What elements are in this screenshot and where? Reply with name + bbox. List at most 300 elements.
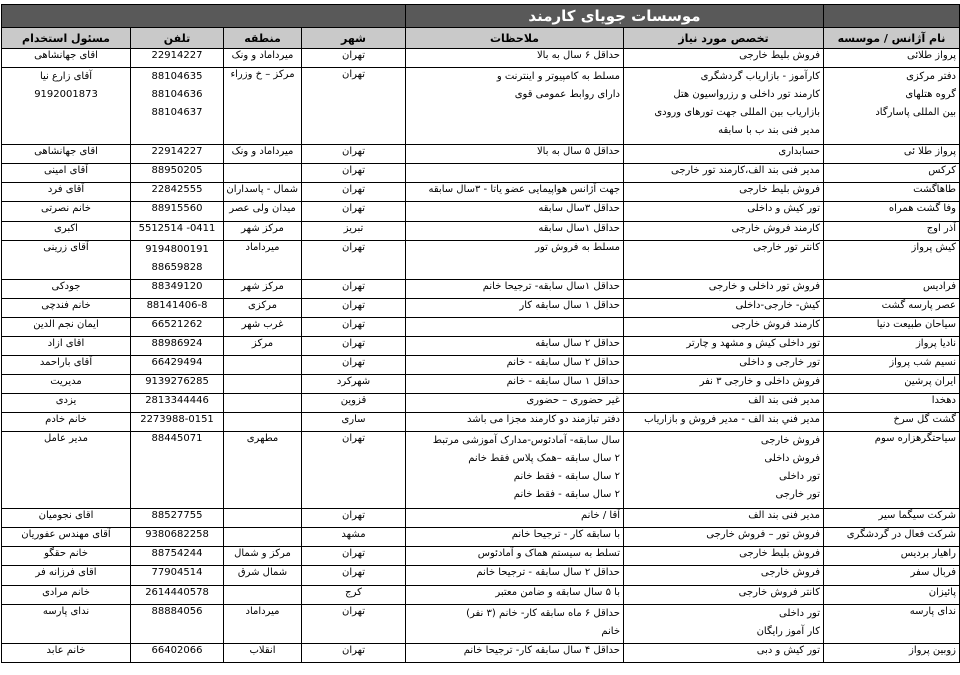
cell-notes-line: با ۵ سال سابقه و ضامن معتبر xyxy=(495,586,620,598)
cell-specialty-line: کارآموز - بازاریاب گردشگری xyxy=(700,71,820,83)
cell-region xyxy=(224,528,302,547)
cell-region: میرداماد و ونک xyxy=(224,145,302,164)
cell-contact-line: مدیریت xyxy=(50,375,82,387)
cell-specialty xyxy=(624,68,824,145)
cell-notes-line: مسلط به کامپیوتر و اینترنت و xyxy=(496,71,620,83)
table-row xyxy=(2,547,960,566)
cell-specialty xyxy=(624,604,824,643)
cell-contact-line: ایمان نجم الدین xyxy=(33,318,99,330)
cell-phone-line: 88884056 xyxy=(151,605,203,617)
table-row xyxy=(2,221,960,240)
cell-specialty-line: مدیر فنی بند الف xyxy=(748,510,820,522)
cell-specialty-line: بازاریاب بین المللی جهت تورهای ورودی xyxy=(654,107,820,119)
cell-agency xyxy=(824,49,960,68)
table-row xyxy=(2,355,960,374)
cell-specialty-line: تور داخلی xyxy=(778,607,820,619)
cell-phone-line: 88141406-8 xyxy=(146,299,208,311)
table-row xyxy=(2,643,960,662)
cell-agency xyxy=(824,413,960,432)
cell-notes xyxy=(406,49,624,68)
cell-notes-line: حداقل ۱ سال سابقه کار xyxy=(519,299,620,311)
cell-agency xyxy=(824,221,960,240)
cell-phone xyxy=(131,566,224,585)
cell-region: غرب شهر xyxy=(224,317,302,336)
cell-contact-line: اقای ازاد xyxy=(47,337,85,349)
cell-contact-line: خانم حقگو xyxy=(44,548,88,560)
cell-notes xyxy=(406,393,624,412)
cell-city: تهران xyxy=(302,49,406,68)
cell-phone-line: 9139276285 xyxy=(145,375,209,387)
table-row xyxy=(2,68,960,145)
cell-region: میرداماد xyxy=(224,240,302,279)
cell-notes-line: حداقل ۶ ماه سابقه کار- خانم (۳ نفر) xyxy=(466,607,620,619)
cell-city: کرج xyxy=(302,585,406,604)
cell-notes-line: ۲ سال سابقه - فقط خانم xyxy=(513,489,620,501)
cell-contact xyxy=(2,528,131,547)
cell-region: مرکز xyxy=(224,336,302,355)
cell-phone-line: 9194800191 xyxy=(145,243,209,255)
cell-contact-line: آقای امینی xyxy=(43,165,89,177)
cell-region: مرکزی xyxy=(224,298,302,317)
cell-specialty-line: فروش تور – فروش خارجی xyxy=(706,529,820,541)
cell-city: تهران xyxy=(302,355,406,374)
cell-agency-line: فرادیس xyxy=(922,280,956,292)
cell-contact xyxy=(2,509,131,528)
cell-agency-line: نادیا پرواز xyxy=(915,337,956,349)
cell-notes xyxy=(406,183,624,202)
cell-phone-line: 22842555 xyxy=(151,184,203,196)
cell-phone-line: 2273988-0151 xyxy=(140,414,214,426)
cell-notes-line: ۲ سال سابقه –همک پلاس فقط خانم xyxy=(468,453,620,465)
cell-city: تبریز xyxy=(302,221,406,240)
cell-notes xyxy=(406,240,624,279)
cell-region: مطهری xyxy=(224,432,302,509)
cell-region xyxy=(224,585,302,604)
cell-phone-line: 77904514 xyxy=(151,567,203,579)
cell-city: تهران xyxy=(302,240,406,279)
cell-agency-line: ایران پرشین xyxy=(904,375,956,387)
cell-agency xyxy=(824,164,960,183)
cell-region xyxy=(224,374,302,393)
cell-phone xyxy=(131,393,224,412)
table-row xyxy=(2,509,960,528)
cell-city: تهران xyxy=(302,432,406,509)
cell-contact-line: آقای باراحمد xyxy=(39,356,93,368)
cell-notes xyxy=(406,317,624,336)
cell-city: تهران xyxy=(302,643,406,662)
cell-specialty xyxy=(624,298,824,317)
cell-phone-line: 88754244 xyxy=(151,548,203,560)
cell-specialty-line: حسابداری xyxy=(778,146,820,158)
cell-city: تهران xyxy=(302,145,406,164)
cell-city: تهران xyxy=(302,566,406,585)
cell-notes xyxy=(406,202,624,221)
cell-phone-line: 88915560 xyxy=(151,203,203,215)
cell-contact-line: آقای زارع نیا xyxy=(39,71,93,83)
staffing-table xyxy=(1,4,960,663)
cell-agency-line: شرکت فعال در گردشگری xyxy=(846,529,956,541)
cell-specialty xyxy=(624,183,824,202)
table-row xyxy=(2,183,960,202)
cell-contact xyxy=(2,298,131,317)
cell-specialty xyxy=(624,240,824,279)
cell-phone-line: 2813344446 xyxy=(145,394,209,406)
cell-contact xyxy=(2,68,131,145)
column-header-agency: نام آژانس / موسسه xyxy=(824,28,960,49)
column-header-city: شهر xyxy=(302,28,406,49)
cell-specialty-line: فروش بلیط خارجی xyxy=(739,184,820,196)
cell-specialty-line: تور کیش و داخلی xyxy=(747,203,820,215)
cell-notes-line: جهت آژانس هواپیمایی عضو یاتا - ۳سال سابقه xyxy=(428,184,620,196)
cell-notes xyxy=(406,298,624,317)
cell-city: تهران xyxy=(302,336,406,355)
cell-agency xyxy=(824,566,960,585)
cell-specialty-line: کیش- خارجی-داخلی xyxy=(735,299,820,311)
column-header-region: منطقه xyxy=(224,28,302,49)
cell-region: میرداماد xyxy=(224,604,302,643)
cell-specialty-line: مدیر فنی بند الف xyxy=(748,394,820,406)
cell-agency xyxy=(824,317,960,336)
cell-contact-line: خانم خادم xyxy=(45,414,87,426)
cell-specialty-line: تور کیش و دبی xyxy=(756,644,820,656)
cell-agency xyxy=(824,374,960,393)
cell-specialty xyxy=(624,164,824,183)
cell-agency xyxy=(824,68,960,145)
cell-contact xyxy=(2,183,131,202)
column-header-specialty: تخصص مورد نیاز xyxy=(624,28,824,49)
cell-specialty xyxy=(624,547,824,566)
cell-specialty-line: کانتر فروش خارجی xyxy=(738,586,820,598)
table-row xyxy=(2,164,960,183)
column-header-phone: تلفن xyxy=(131,28,224,49)
cell-notes xyxy=(406,566,624,585)
cell-agency xyxy=(824,202,960,221)
cell-phone xyxy=(131,145,224,164)
cell-agency xyxy=(824,547,960,566)
cell-notes-line: حداقل ۲ سال سابقه - ترجیحا خانم xyxy=(476,567,620,579)
cell-notes-line: آقا / خانم xyxy=(581,510,620,522)
cell-agency-line: شرکت سیگما سیر xyxy=(878,510,956,522)
cell-notes-line: غیر حضوری – حضوری xyxy=(526,394,620,406)
cell-specialty-line: فروش خارجی xyxy=(760,435,820,447)
cell-phone-line: 88104636 xyxy=(151,89,203,101)
cell-phone-line: 88104635 xyxy=(151,71,203,83)
cell-agency xyxy=(824,336,960,355)
cell-phone-line: 66402066 xyxy=(151,644,203,656)
column-header-notes: ملاحظات xyxy=(406,28,624,49)
cell-contact-line: اقای جهانشاهی xyxy=(34,50,98,61)
cell-phone xyxy=(131,336,224,355)
cell-phone xyxy=(131,413,224,432)
cell-specialty-line: کار آموز رایگان xyxy=(756,625,820,637)
cell-phone-line: 2614440578 xyxy=(145,586,209,598)
cell-contact-line: 9192001873 xyxy=(34,89,98,101)
cell-agency-line: گروه هتلهای xyxy=(905,89,956,101)
cell-agency-line: زوبین پرواز xyxy=(909,644,956,656)
cell-city: ساری xyxy=(302,413,406,432)
cell-notes xyxy=(406,68,624,145)
cell-specialty xyxy=(624,279,824,298)
cell-notes xyxy=(406,374,624,393)
cell-phone xyxy=(131,643,224,662)
cell-specialty xyxy=(624,336,824,355)
cell-phone-line: 88986924 xyxy=(151,337,203,349)
cell-notes-line: ۲ سال سابقه - فقط خانم xyxy=(513,471,620,483)
cell-phone xyxy=(131,240,224,279)
cell-specialty xyxy=(624,509,824,528)
cell-specialty-line: مدیر فنی بند ب با سابقه xyxy=(718,125,820,137)
cell-specialty-line: مدیر فنی بند الف،کارمند تور خارجی xyxy=(671,165,820,177)
cell-city: تهران xyxy=(302,202,406,221)
cell-contact xyxy=(2,432,131,509)
cell-phone-line: 9380682258 xyxy=(145,529,209,541)
cell-agency-line: عصر پارسه گشت xyxy=(881,299,956,311)
table-row xyxy=(2,413,960,432)
cell-agency-line: بین المللی پاسارگاد xyxy=(875,107,956,119)
cell-agency-line: گشت گل سرخ xyxy=(893,414,956,426)
cell-phone xyxy=(131,509,224,528)
header-blank-cell xyxy=(2,5,406,28)
cell-agency xyxy=(824,432,960,509)
cell-contact-line: خانم فندچی xyxy=(41,299,91,311)
page-title: موسسات جویای کارمند xyxy=(406,5,824,28)
cell-city: تهران xyxy=(302,317,406,336)
cell-agency xyxy=(824,585,960,604)
cell-city: تهران xyxy=(302,68,406,145)
cell-specialty-line: کارمند فروش خارجی xyxy=(731,222,820,234)
cell-contact-line: یزدی xyxy=(55,394,77,406)
cell-specialty-line: تور خارجی و داخلی xyxy=(739,356,820,368)
cell-notes xyxy=(406,279,624,298)
cell-region xyxy=(224,413,302,432)
cell-contact xyxy=(2,547,131,566)
table-row xyxy=(2,585,960,604)
cell-agency-line: سیاحان طبیعت دنیا xyxy=(876,318,956,330)
cell-specialty-line: کارمند تور داخلی و رزرواسیون هتل xyxy=(673,89,820,101)
cell-region: مرکز – خ وزراء xyxy=(224,68,302,145)
cell-contact-line: اکبری xyxy=(54,222,78,234)
cell-phone-line: 88445071 xyxy=(151,433,203,445)
cell-specialty-line: کارمند فروش خارجی xyxy=(731,318,820,330)
table-row xyxy=(2,393,960,412)
cell-city: تهران xyxy=(302,164,406,183)
column-header-contact: مسئول استخدام xyxy=(2,28,131,49)
cell-phone xyxy=(131,298,224,317)
cell-city: قزوین xyxy=(302,393,406,412)
cell-notes xyxy=(406,145,624,164)
cell-agency xyxy=(824,643,960,662)
cell-phone xyxy=(131,164,224,183)
cell-phone xyxy=(131,279,224,298)
cell-contact xyxy=(2,413,131,432)
cell-agency xyxy=(824,528,960,547)
cell-specialty-line: فروش تور داخلی و خارجی xyxy=(708,280,820,292)
cell-agency-line: دفتر مرکزی xyxy=(906,71,956,83)
cell-notes-line: حداقل ۳سال سابقه xyxy=(538,203,620,215)
table-row xyxy=(2,566,960,585)
cell-agency-line: فربال سفر xyxy=(910,567,956,579)
cell-contact-line: آقای زرینی xyxy=(43,241,89,253)
table-row xyxy=(2,336,960,355)
table-row xyxy=(2,604,960,643)
cell-contact-line: اقای جهانشاهی xyxy=(34,146,98,158)
cell-agency-line: نسیم شب پرواز xyxy=(889,356,956,368)
cell-contact xyxy=(2,202,131,221)
cell-agency xyxy=(824,604,960,643)
cell-contact xyxy=(2,164,131,183)
cell-specialty xyxy=(624,413,824,432)
cell-notes xyxy=(406,509,624,528)
cell-notes-line: دفتر تبازمند دو کارمند مجزا می باشد xyxy=(467,414,620,426)
cell-phone xyxy=(131,528,224,547)
cell-notes xyxy=(406,355,624,374)
cell-contact xyxy=(2,317,131,336)
cell-region: میرداماد و ونک xyxy=(224,49,302,68)
cell-phone xyxy=(131,317,224,336)
cell-phone xyxy=(131,68,224,145)
header-blank-cell xyxy=(824,5,960,28)
cell-agency-line: طاهاگشت xyxy=(913,184,956,196)
table-row xyxy=(2,240,960,279)
cell-phone xyxy=(131,432,224,509)
cell-agency xyxy=(824,279,960,298)
cell-phone xyxy=(131,221,224,240)
cell-notes xyxy=(406,585,624,604)
cell-city: تهران xyxy=(302,183,406,202)
cell-notes-line: دارای روابط عمومی قوی xyxy=(514,89,620,101)
cell-phone xyxy=(131,183,224,202)
cell-agency xyxy=(824,145,960,164)
cell-agency-line: آذر اوج xyxy=(926,222,956,234)
cell-region xyxy=(224,355,302,374)
cell-region: مرکز شهر xyxy=(224,279,302,298)
cell-specialty xyxy=(624,221,824,240)
cell-contact xyxy=(2,49,131,68)
cell-notes-line: حداقل ۱ سال سابقه - خانم xyxy=(506,375,620,387)
cell-contact xyxy=(2,585,131,604)
cell-agency-line: کرکس xyxy=(928,165,956,177)
cell-region: مرکز شهر xyxy=(224,221,302,240)
cell-agency xyxy=(824,240,960,279)
cell-contact xyxy=(2,279,131,298)
table-row xyxy=(2,202,960,221)
cell-notes-line: حداقل ۱سال سابقه- ترجیحا خانم xyxy=(482,280,620,292)
cell-phone-line: 22914227 xyxy=(151,50,203,61)
cell-region xyxy=(224,164,302,183)
cell-specialty-line: تور خارجی xyxy=(775,489,820,501)
cell-contact xyxy=(2,643,131,662)
cell-specialty-line: فروش خارجی xyxy=(760,567,820,579)
cell-phone-line: 88659828 xyxy=(151,261,203,273)
cell-phone-line: 88527755 xyxy=(151,510,203,522)
cell-phone xyxy=(131,355,224,374)
cell-contact-line: آقای مهندس عفوریان xyxy=(21,529,111,541)
cell-contact xyxy=(2,393,131,412)
cell-region: شمال - پاسداران xyxy=(224,183,302,202)
cell-city: مشهد xyxy=(302,528,406,547)
cell-specialty-line: فروش بلیط خارجی xyxy=(739,50,820,61)
cell-contact xyxy=(2,145,131,164)
cell-notes-line: حداقل ۴ سال سابقه کار- ترجیحا خانم xyxy=(463,644,620,656)
cell-specialty xyxy=(624,374,824,393)
cell-agency-line: پائیزان xyxy=(928,586,956,598)
cell-notes-line: با سابقه کار - ترجیحا خانم xyxy=(511,529,620,541)
cell-specialty-line: فروش بلیط خارجی xyxy=(739,548,820,560)
cell-notes xyxy=(406,528,624,547)
cell-contact-line: خانم عابد xyxy=(46,644,86,656)
cell-agency-line: کیش پرواز xyxy=(911,241,956,253)
cell-contact xyxy=(2,221,131,240)
cell-city: تهران xyxy=(302,604,406,643)
cell-specialty xyxy=(624,202,824,221)
cell-contact-line: اقای نجومیان xyxy=(38,510,94,522)
table-row xyxy=(2,145,960,164)
cell-agency-line: سیاحتگرهزاره سوم xyxy=(874,433,956,445)
cell-phone-line: 88104637 xyxy=(151,107,203,119)
cell-city: تهران xyxy=(302,298,406,317)
cell-phone xyxy=(131,202,224,221)
cell-phone-line: 88349120 xyxy=(151,280,203,292)
cell-specialty-line: تور داخلی کیش و مشهد و چارتر xyxy=(686,337,820,349)
table-row xyxy=(2,317,960,336)
cell-region: مرکز و شمال xyxy=(224,547,302,566)
cell-contact xyxy=(2,336,131,355)
cell-contact-line: ندای پارسه xyxy=(42,605,90,617)
cell-notes xyxy=(406,547,624,566)
cell-specialty xyxy=(624,432,824,509)
cell-contact-line: خانم نصرتی xyxy=(41,203,91,215)
cell-agency xyxy=(824,355,960,374)
cell-notes-line: سال سابقه- آمادئوس-مدارک آموزشی مرتبط xyxy=(432,435,620,447)
cell-city: تهران xyxy=(302,509,406,528)
cell-notes-line: تسلط به سیستم هماک و آمادئوس xyxy=(477,548,620,560)
cell-specialty-line: فروش داخلی و خارجی ۳ نفر xyxy=(699,375,820,387)
cell-contact xyxy=(2,566,131,585)
cell-agency-line: ندای پارسه xyxy=(909,605,956,617)
cell-region: میدان ولی عصر xyxy=(224,202,302,221)
cell-agency xyxy=(824,393,960,412)
cell-notes xyxy=(406,604,624,643)
cell-contact xyxy=(2,240,131,279)
cell-agency xyxy=(824,183,960,202)
table-row xyxy=(2,49,960,68)
cell-notes xyxy=(406,221,624,240)
cell-region xyxy=(224,509,302,528)
cell-phone-line: 88950205 xyxy=(151,165,203,177)
cell-specialty-line: فروش داخلی xyxy=(764,453,820,465)
cell-agency-line: دهخدا xyxy=(931,394,956,406)
cell-city: تهران xyxy=(302,547,406,566)
cell-specialty xyxy=(624,145,824,164)
cell-notes-line: حداقل ۵ سال به بالا xyxy=(536,146,620,158)
cell-notes-line: خانم xyxy=(601,625,620,637)
cell-phone xyxy=(131,374,224,393)
cell-notes-line: مسلط به فروش تور xyxy=(535,241,620,253)
cell-agency-line: وفا گشت همراه xyxy=(888,203,956,215)
cell-specialty-line: مدير فني بند الف - مدیر فروش و بازاریاب xyxy=(644,414,820,426)
cell-notes-line: حداقل ۶ سال به بالا xyxy=(536,50,620,61)
cell-agency xyxy=(824,298,960,317)
cell-phone-line: 66429494 xyxy=(151,356,203,368)
cell-specialty xyxy=(624,643,824,662)
cell-phone-line: 66521262 xyxy=(151,318,203,330)
cell-contact xyxy=(2,355,131,374)
cell-city: تهران xyxy=(302,279,406,298)
cell-contact xyxy=(2,604,131,643)
cell-notes xyxy=(406,336,624,355)
cell-phone xyxy=(131,49,224,68)
cell-contact-line: آقای فرد xyxy=(47,184,85,196)
